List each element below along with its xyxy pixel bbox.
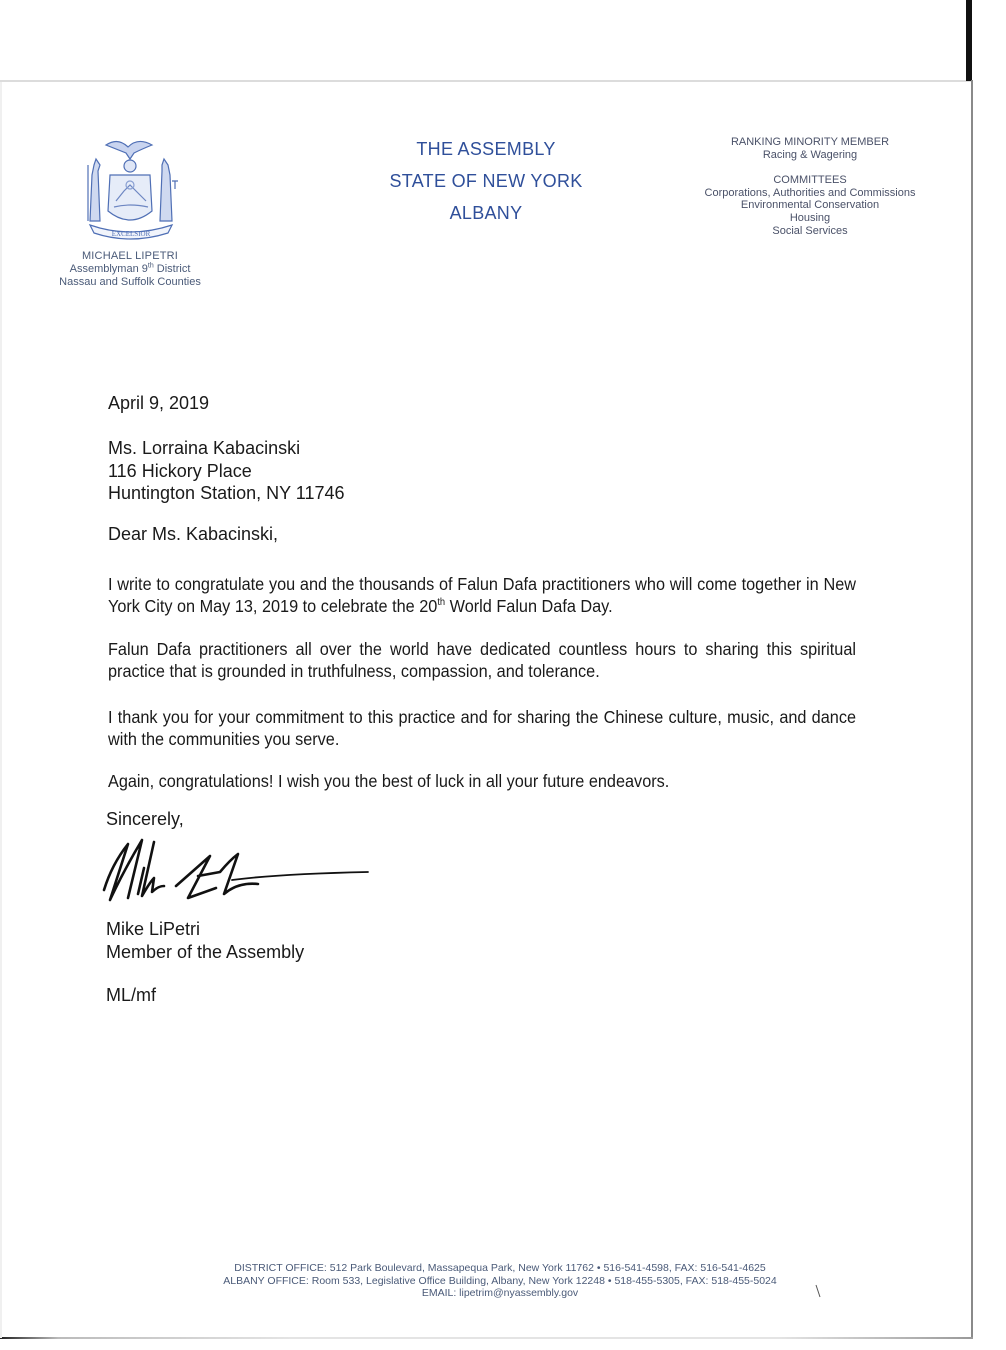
member-title-suffix: District bbox=[153, 263, 191, 275]
scan-edge-right-dark bbox=[966, 0, 972, 81]
scan-edge-top bbox=[0, 80, 972, 82]
recipient-street: 116 Hickory Place bbox=[108, 460, 252, 481]
member-title-prefix: Assemblyman 9 bbox=[69, 263, 148, 275]
committee-item: Corporations, Authorities and Commissions bbox=[704, 186, 916, 199]
typist-initials: ML/mf bbox=[106, 985, 157, 1005]
closing: Sincerely, bbox=[106, 809, 184, 829]
paragraph-1-text-end: World Falun Dafa Day. bbox=[445, 596, 613, 616]
district-office: DISTRICT OFFICE: 512 Park Boulevard, Massapequa Park, New York 11762 • 516-541-4598, FAX: 516-541-4625 bbox=[234, 1262, 766, 1274]
assembly-line-1: THE ASSEMBLY bbox=[416, 139, 556, 159]
scan-edge-left bbox=[0, 82, 2, 1338]
scan-edge-right bbox=[971, 80, 973, 1339]
assembly-line-3: ALBANY bbox=[449, 203, 523, 223]
letter-date: April 9, 2019 bbox=[108, 393, 210, 413]
body-paragraph-4: Again, congratulations! I wish you the best of luck in all your future endeavors. bbox=[108, 771, 670, 791]
member-name: MICHAEL LIPETRI bbox=[81, 250, 179, 262]
committee-item: Housing bbox=[789, 211, 831, 224]
assembly-heading bbox=[340, 133, 632, 229]
committee-info bbox=[690, 136, 930, 237]
assembly-line-2: STATE OF NEW YORK bbox=[389, 171, 583, 191]
ny-state-seal-icon bbox=[76, 135, 184, 247]
salutation: Dear Ms. Kabacinski, bbox=[108, 524, 279, 544]
member-title-sup: th bbox=[147, 262, 154, 270]
ranking-committee: Racing & Wagering bbox=[762, 148, 858, 161]
committees-title: COMMITTEES bbox=[773, 174, 847, 187]
committee-item: Environmental Conservation bbox=[740, 199, 880, 212]
paragraph-1-text: I write to congratulate you and the thousands of Falun Dafa practitioners who will come together in New York City on May 13, 2019 to celebrate the 20 bbox=[108, 574, 856, 616]
recipient-city: Huntington Station, NY 11746 bbox=[108, 483, 345, 503]
body-paragraph-1 bbox=[108, 573, 856, 617]
handwritten-signature bbox=[98, 834, 378, 906]
email-address: EMAIL: lipetrim@nyassembly.gov bbox=[421, 1287, 579, 1299]
signer-name: Mike LiPetri bbox=[106, 919, 201, 939]
signer-block bbox=[106, 918, 304, 964]
member-info bbox=[50, 250, 210, 289]
albany-office: ALBANY OFFICE: Room 533, Legislative Office Building, Albany, New York 12248 • 518-455-5305, FAX: 518-455-5024 bbox=[223, 1274, 777, 1287]
seal-motto: EXCELSIOR bbox=[111, 230, 151, 238]
letterhead-footer bbox=[180, 1262, 820, 1300]
scan-edge-bottom bbox=[0, 1337, 973, 1339]
member-title bbox=[50, 263, 210, 276]
body-paragraph-3: I thank you for your commitment to this practice and for sharing the Chinese culture, music, and dance with the communities you serve. bbox=[108, 707, 856, 749]
paragraph-1-sup: th bbox=[437, 597, 446, 609]
recipient-name: Ms. Lorraina Kabacinski bbox=[108, 438, 301, 458]
committee-item: Social Services bbox=[772, 224, 848, 237]
signer-title: Member of the Assembly bbox=[106, 942, 305, 962]
ranking-title: RANKING MINORITY MEMBER bbox=[730, 136, 890, 148]
member-counties: Nassau and Suffolk Counties bbox=[59, 276, 201, 288]
scan-stray-mark bbox=[814, 1284, 822, 1298]
body-paragraph-2: Falun Dafa practitioners all over the world have dedicated countless hours to sharing this spiritual practice that is grounded in truthfulness, compassion, and tolerance. bbox=[108, 639, 856, 681]
recipient-address bbox=[108, 437, 345, 505]
